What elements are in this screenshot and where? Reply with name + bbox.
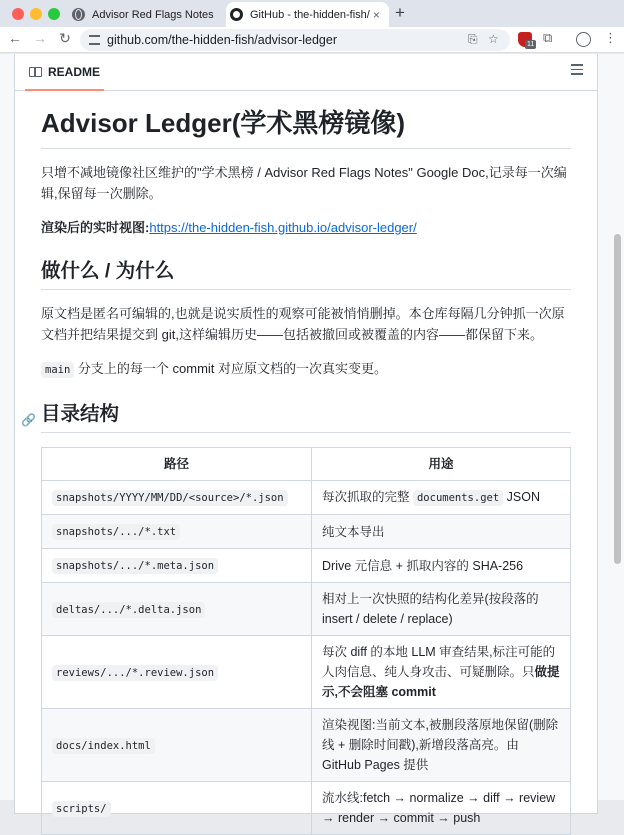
scrollbar-thumb[interactable] <box>614 234 621 564</box>
tab-title: Advisor Red Flags Notes <box>92 8 214 21</box>
browser-menu-icon[interactable]: ⋮ <box>604 30 617 45</box>
table-row <box>42 549 571 583</box>
use-text: JSON <box>503 490 540 504</box>
table-cell-use <box>312 636 571 709</box>
install-app-icon[interactable]: ⎘ <box>468 32 478 46</box>
book-icon <box>29 67 42 77</box>
table-cell-path <box>42 549 312 583</box>
close-tab-icon[interactable]: × <box>372 7 380 22</box>
path-code: snapshots/.../*.meta.json <box>52 558 218 574</box>
forward-arrow-icon[interactable]: → <box>33 30 47 46</box>
window-minimize-button[interactable] <box>30 8 42 20</box>
path-code: deltas/.../*.delta.json <box>52 602 205 618</box>
markdown-body <box>21 91 571 835</box>
table-row <box>42 583 571 636</box>
live-view-label: 渲染后的实时视图: <box>41 220 150 235</box>
tab-title: GitHub - the-hidden-fish/ <box>250 8 370 21</box>
page-content <box>0 54 624 825</box>
path-code: reviews/.../*.review.json <box>52 665 218 681</box>
readme-title: Advisor Ledger(学术黑榜镜像) <box>41 107 571 149</box>
live-view-link[interactable]: https://the-hidden-fish.github.io/advisor-ledger/ <box>149 220 417 235</box>
table-cell-use: 纯文本导出 <box>312 515 571 549</box>
extension-badge: 11 <box>527 41 535 48</box>
directory-table <box>41 447 571 835</box>
path-code: docs/index.html <box>52 738 155 754</box>
globe-icon <box>72 8 85 21</box>
path-code: snapshots/YYYY/MM/DD/<source>/*.json <box>52 490 288 506</box>
github-icon <box>230 8 243 21</box>
section-heading-dirs-text: 目录结构 <box>41 403 120 425</box>
table-cell-path <box>42 515 312 549</box>
url-text[interactable]: github.com/the-hidden-fish/advisor-ledger <box>107 33 337 47</box>
use-text: 每次抓取的完整 <box>322 490 413 504</box>
table-header-path: 路径 <box>42 448 312 481</box>
table-cell-path <box>42 583 312 636</box>
outline-list-icon[interactable] <box>571 64 583 76</box>
what-paragraph-2-text: 分支上的每一个 commit 对应原文档的一次真实变更。 <box>74 361 388 376</box>
window-maximize-button[interactable] <box>48 8 60 20</box>
table-header-use: 用途 <box>312 448 571 481</box>
table-cell-use: Drive 元信息 + 抓取内容的 SHA-256 <box>312 549 571 583</box>
window-close-button[interactable] <box>12 8 24 20</box>
table-cell-path <box>42 782 312 835</box>
what-paragraph-2 <box>41 358 571 381</box>
browser-tab-github[interactable] <box>226 2 389 27</box>
inline-code-main: main <box>41 362 74 378</box>
table-row <box>42 636 571 709</box>
table-row <box>42 782 571 835</box>
site-settings-icon[interactable] <box>89 35 100 45</box>
table-cell-use: 渲染视图:当前文本,被删段落原地保留(删除线 + 删除时间戳),新增段落高亮。由 GitHub Pages 提供 <box>312 709 571 782</box>
extensions-puzzle-icon[interactable]: ⧉ <box>543 30 553 45</box>
what-paragraph-1: 原文档是匿名可编辑的,也就是说实质性的观察可能被悄悄删掉。本仓库每隔几分钟抓一次原文档并把结果提交到 git,这样编辑历史——包括被撤回或被覆盖的内容——都保留下来。 <box>41 306 565 342</box>
page-scrollbar[interactable] <box>610 54 624 800</box>
profile-avatar-icon[interactable] <box>576 32 591 47</box>
readme-tab-label: README <box>48 64 101 79</box>
readme-tab[interactable] <box>25 54 104 91</box>
link-anchor-icon[interactable]: 🔗 <box>21 413 36 427</box>
table-cell-use: 相对上一次快照的结构化差异(按段落的 insert / delete / replace) <box>312 583 571 636</box>
use-code: documents.get <box>413 490 503 506</box>
readme-container <box>14 54 598 825</box>
back-arrow-icon[interactable]: ← <box>8 30 22 46</box>
table-row <box>42 481 571 515</box>
path-code: scripts/ <box>52 801 111 817</box>
intro-paragraph: 只增不减地镜像社区维护的"学术黑榜 / Advisor Red Flags Notes" Google Doc,记录每一次编辑,保留每一次删除。 <box>41 165 567 201</box>
browser-toolbar <box>0 27 624 53</box>
new-tab-button[interactable]: + <box>395 3 405 22</box>
reload-icon[interactable]: ↻ <box>59 30 71 46</box>
use-text: 每次 diff 的本地 LLM 审查结果,标注可能的人肉信息、纯人身攻击、可疑删除。只 <box>322 645 556 679</box>
table-cell-path <box>42 481 312 515</box>
browser-tab-bar <box>0 0 624 27</box>
use-bold-text: 做提示,不会阻塞 commit <box>322 665 560 699</box>
table-row <box>42 709 571 782</box>
bookmark-star-icon[interactable]: ☆ <box>488 32 499 46</box>
section-heading-what: 做什么 / 为什么 <box>41 258 571 290</box>
section-heading-dirs <box>21 401 571 433</box>
table-row <box>42 515 571 549</box>
table-header-row <box>42 448 571 481</box>
table-cell-use <box>312 481 571 515</box>
live-view-paragraph <box>41 217 571 238</box>
address-bar[interactable] <box>80 29 510 51</box>
table-cell-path <box>42 636 312 709</box>
browser-tab-advisor-notes[interactable] <box>68 2 226 27</box>
path-code: snapshots/.../*.txt <box>52 524 180 540</box>
table-cell-use: 流水线:fetch → normalize → diff → review → render → commit → push <box>312 782 571 835</box>
readme-header <box>15 54 597 91</box>
table-cell-path <box>42 709 312 782</box>
